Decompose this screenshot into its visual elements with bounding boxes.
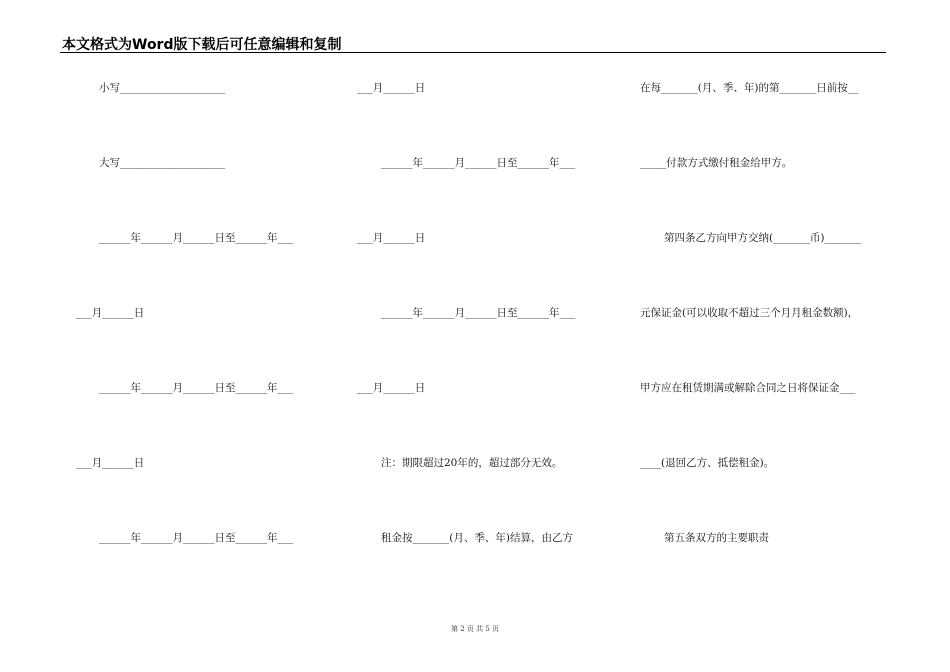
col2-line-1: ___月______日 [357,82,426,94]
col1-line-1: 小写____________________ [99,82,225,94]
col1-line-6: ___月______日 [76,457,145,469]
col3-line-6: ____(退回乙方、抵偿租金)。 [640,457,775,469]
col2-line-3: ___月______日 [357,232,426,244]
col1-line-7: ______年______月______日至______年___ [99,532,294,544]
col1-line-4: ___月______日 [76,307,145,319]
page-number: 第 2 页 共 5 页 [450,625,500,633]
col1-line-2: 大写____________________ [99,157,225,169]
col3-line-7: 第五条双方的主要职责 [664,532,769,544]
col2-line-5: ___月______日 [357,382,426,394]
col2-line-6: 注：期限超过20年的，超过部分无效。 [381,457,563,469]
header-divider [60,52,886,53]
col3-line-1: 在每_______(月、季、年)的第_______日前按__ [640,82,859,94]
col3-line-5: 甲方应在租赁期满或解除合同之日将保证金___ [640,382,856,394]
col2-line-4: ______年______月______日至______年___ [381,307,576,319]
document-header-title: 本文格式为Word版下载后可任意编辑和复制 [62,37,342,53]
col3-line-2: _____付款方式缴付租金给甲方。 [640,157,793,169]
col2-line-2: ______年______月______日至______年___ [381,157,576,169]
col3-line-4: 元保证金(可以收取不超过三个月月租金数额)， [640,307,859,319]
col1-line-3: ______年______月______日至______年___ [99,232,294,244]
col2-line-7: 租金按_______(月、季、年)结算，由乙方 [381,532,573,544]
col1-line-5: ______年______月______日至______年___ [99,382,294,394]
col3-line-3: 第四条乙方向甲方交纳(_______币)_______ [664,232,862,244]
